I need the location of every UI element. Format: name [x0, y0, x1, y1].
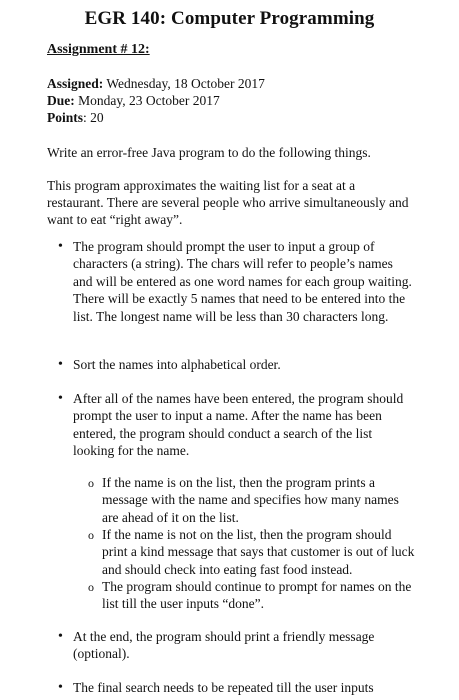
bullet-symbol: •: [58, 391, 63, 406]
bullet-item: [58, 356, 418, 373]
sub-bullet-symbol: o: [88, 528, 94, 542]
bullet-symbol: •: [58, 629, 63, 644]
sub-bullet-symbol: o: [88, 476, 94, 490]
assignment-number: Assignment # 12:: [47, 42, 150, 57]
bullet-item: [58, 390, 413, 460]
sub-bullet-text: If the name is not on the list, then the program should print a kind message that says that customer is out of luck and should check into eating fast food instead.: [102, 527, 415, 577]
due-line: [47, 92, 220, 109]
due-value: Monday, 23 October 2017: [74, 93, 220, 108]
assigned-label: Assigned:: [47, 76, 104, 91]
bullet-text: At the end, the program should print a friendly message (optional).: [73, 629, 375, 662]
bullet-item: [58, 679, 418, 696]
assigned-value: Wednesday, 18 October 2017: [103, 76, 265, 91]
document-title: EGR 140: Computer Programming: [84, 8, 375, 29]
bullet-text: The final search needs to be repeated till the user inputs: [73, 680, 374, 695]
sub-bullet-text: If the name is on the list, then the program prints a message with the name and specifies how many names are ahead of it on the list.: [102, 475, 399, 525]
bullet-text: Sort the names into alphabetical order.: [73, 357, 281, 372]
assigned-line: [47, 75, 265, 92]
bullet-symbol: •: [58, 680, 63, 695]
sub-bullet-text: The program should continue to prompt for names on the list till the user inputs “done”.: [102, 579, 412, 612]
points-value: : 20: [83, 110, 104, 125]
sub-bullet-item: [88, 474, 418, 526]
bullet-item: [58, 628, 418, 663]
sub-bullet-symbol: o: [88, 580, 94, 594]
sub-bullet-item: [88, 578, 418, 613]
bullet-text: After all of the names have been entered, the program should prompt the user to input a name. After the name has been entered, the program should conduct a search of the list looking for the name.: [73, 391, 404, 459]
description-paragraph: This program approximates the waiting list for a seat at a restaurant. There are several people who arrive simultaneously and want to eat “right away”.: [47, 178, 409, 227]
due-label: Due:: [47, 93, 75, 108]
points-label: Points: [47, 110, 84, 125]
bullet-symbol: •: [58, 357, 63, 372]
bullet-item: [58, 238, 413, 325]
points-line: [47, 109, 104, 126]
intro-paragraph: Write an error-free Java program to do the following things.: [47, 145, 371, 160]
bullet-text: The program should prompt the user to input a group of characters (a string). The chars will refer to people’s names and will be entered as one word names for each group waiting. There will be exactly 5 names that need to be entered into the list. The longest name will be less than 30 characters long.: [73, 239, 412, 324]
sub-bullet-item: [88, 526, 418, 578]
bullet-symbol: •: [58, 239, 63, 254]
